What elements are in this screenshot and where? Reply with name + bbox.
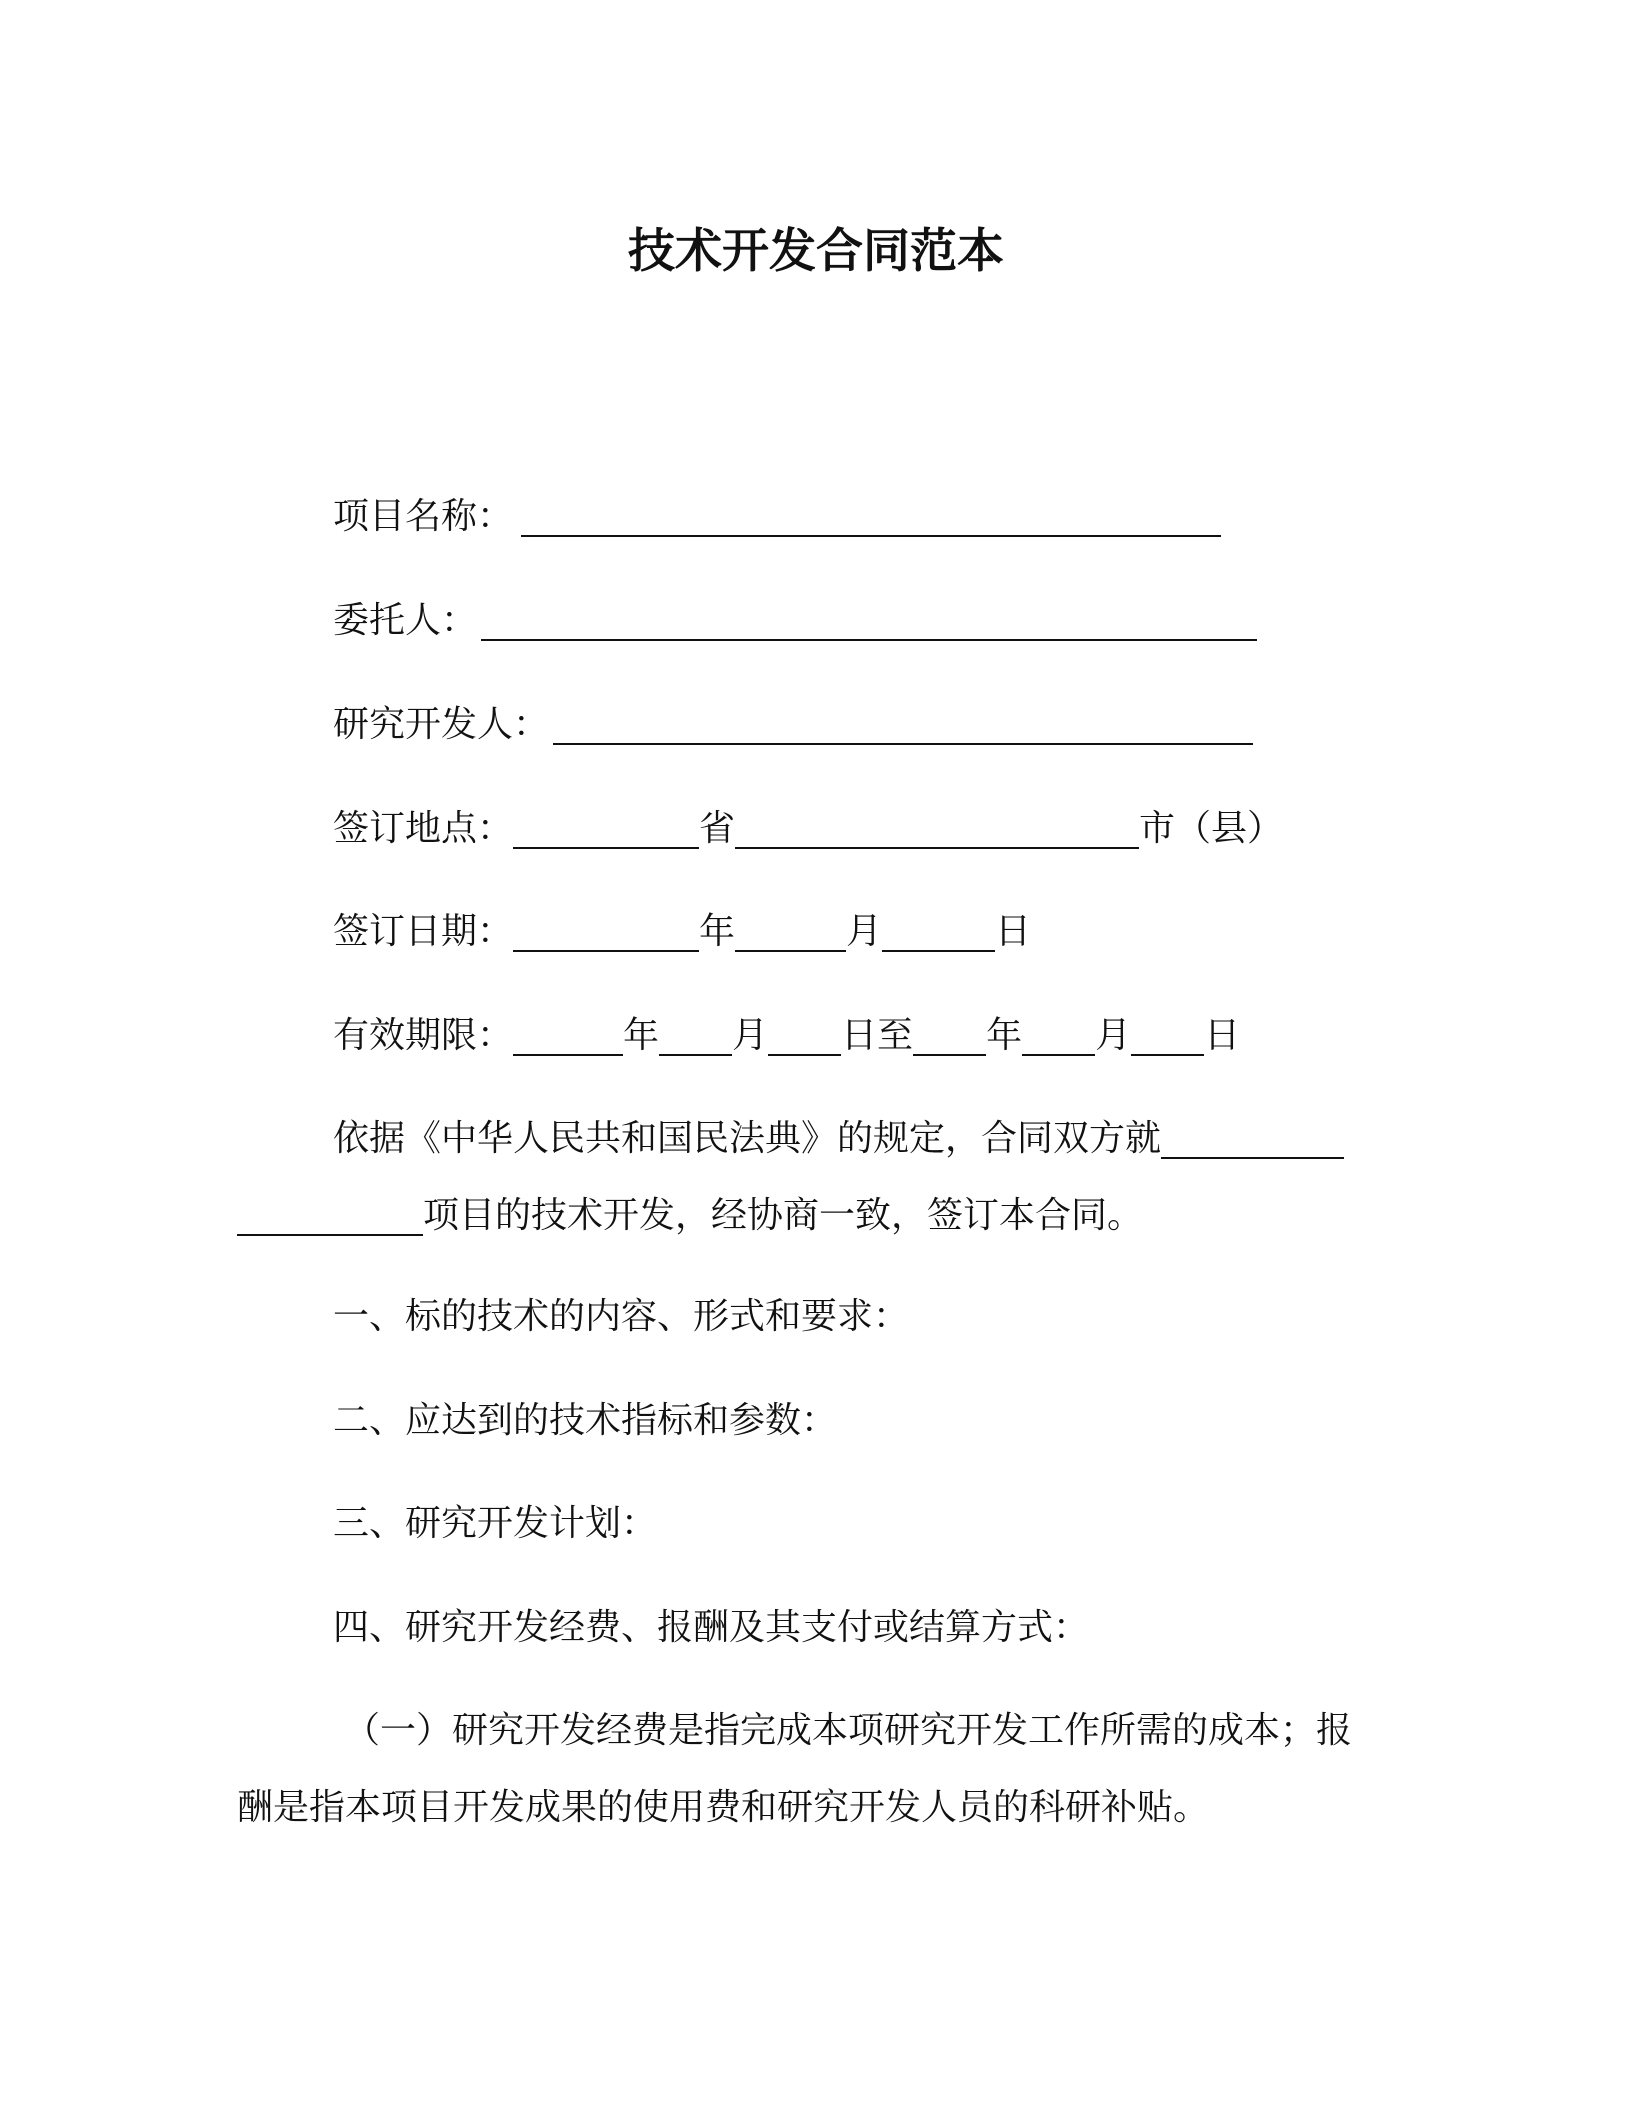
developer-label: 研究开发人： — [333, 704, 550, 745]
project-field[interactable] — [1161, 1117, 1344, 1159]
clause-line-2: 酬是指本项目开发成果的使用费和研究开发人员的科研补贴。 — [237, 1787, 1210, 1828]
end-month-field[interactable] — [1022, 1014, 1095, 1056]
sign-date-row — [333, 906, 1031, 958]
month-label: 月 — [732, 1015, 769, 1056]
project-name-label: 项目名称： — [333, 496, 514, 537]
project-name-row — [333, 491, 1221, 543]
year-label: 年 — [986, 1015, 1023, 1056]
start-day-field[interactable] — [768, 1014, 841, 1056]
end-year-field[interactable] — [913, 1014, 986, 1056]
month-label: 月 — [846, 911, 883, 952]
validity-label: 有效期限： — [333, 1015, 514, 1056]
preamble-text: 项目的技术开发，经协商一致，签订本合同。 — [423, 1195, 1144, 1236]
project-field-continued[interactable] — [237, 1194, 423, 1236]
sign-place-row — [333, 803, 1283, 855]
section-heading: 三、研究开发计划： — [333, 1503, 658, 1544]
developer-row — [333, 699, 1253, 751]
city-label: 市（县） — [1139, 808, 1284, 849]
section-heading: 四、研究开发经费、报酬及其支付或结算方式： — [333, 1607, 1090, 1648]
month-label: 月 — [1095, 1015, 1132, 1056]
validity-row — [333, 1010, 1240, 1062]
sign-place-label: 签订地点： — [333, 808, 514, 849]
start-month-field[interactable] — [659, 1014, 732, 1056]
sign-year-field[interactable] — [513, 910, 699, 952]
client-field[interactable] — [481, 599, 1257, 641]
year-label: 年 — [623, 1015, 660, 1056]
section-heading: 一、标的技术的内容、形式和要求： — [333, 1296, 910, 1337]
city-field[interactable] — [735, 807, 1139, 849]
clause-line-1: （一）研究开发经费是指完成本项研究开发工作所需的成本；报 — [344, 1710, 1353, 1751]
preamble-text: 依据《中华人民共和国民法典》的规定，合同双方就 — [333, 1118, 1162, 1159]
day-to-label: 日至 — [841, 1015, 914, 1056]
developer-field[interactable] — [553, 703, 1253, 745]
day-label: 日 — [1204, 1015, 1241, 1056]
preamble-line-1 — [333, 1113, 1344, 1165]
client-label: 委托人： — [333, 600, 478, 641]
document-title: 技术开发合同范本 — [628, 224, 1004, 279]
end-day-field[interactable] — [1131, 1014, 1204, 1056]
year-label: 年 — [699, 911, 736, 952]
preamble-line-2 — [237, 1190, 1143, 1242]
sign-day-field[interactable] — [882, 910, 995, 952]
start-year-field[interactable] — [513, 1014, 623, 1056]
day-label: 日 — [995, 911, 1032, 952]
sign-date-label: 签订日期： — [333, 911, 514, 952]
client-row — [333, 595, 1257, 647]
project-name-field[interactable] — [521, 495, 1221, 537]
section-heading: 二、应达到的技术指标和参数： — [333, 1400, 838, 1441]
sign-month-field[interactable] — [735, 910, 846, 952]
province-field[interactable] — [513, 807, 699, 849]
province-label: 省 — [699, 808, 736, 849]
